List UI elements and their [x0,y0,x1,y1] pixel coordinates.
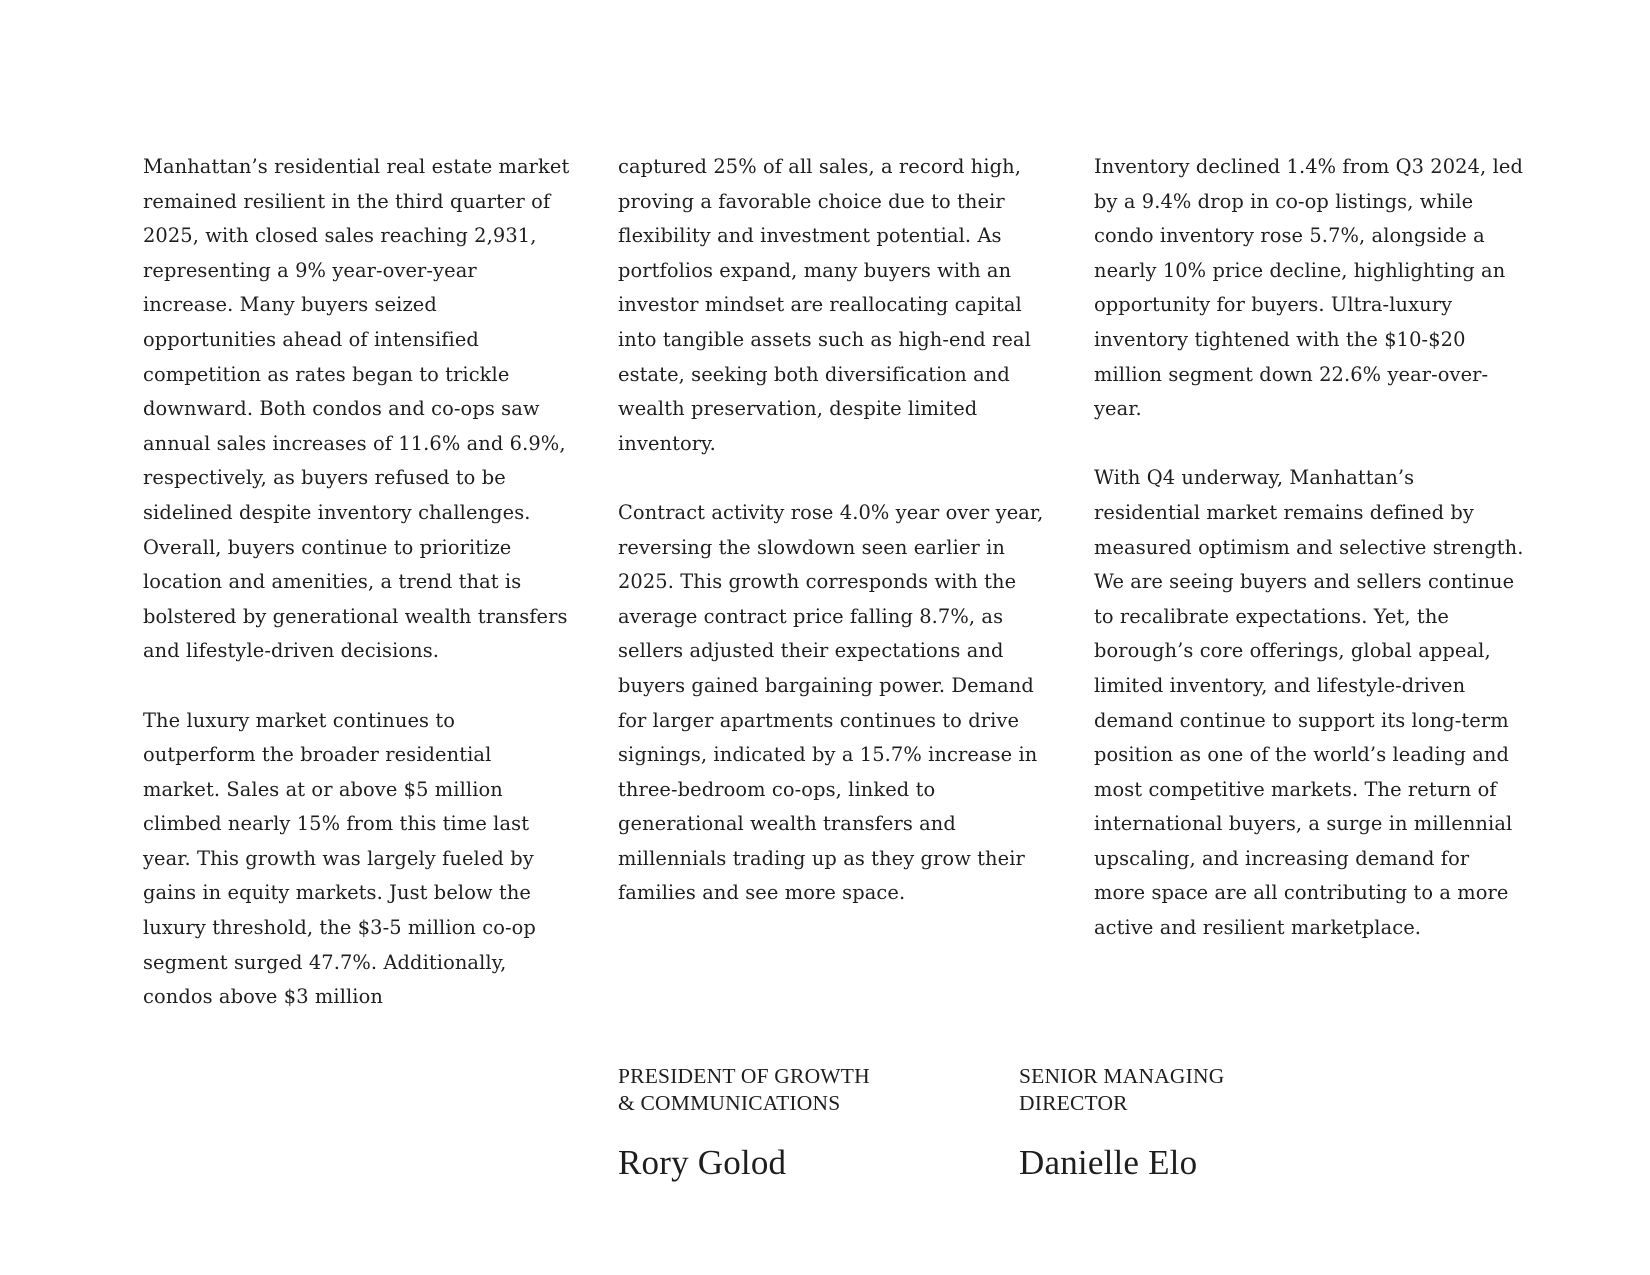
signature-block-1 [618,1063,958,1185]
body-column-2 [618,150,1044,911]
signature-title: PRESIDENT OF GROWTH & COMMUNICATIONS [618,1064,870,1115]
paragraph: The luxury market continues to outperform the broader residential market. Sales at or above $5 million climbed nearly 15% from this time last year. This growth was largely fueled by gains in equity markets. Just below the luxury threshold, the $3-5 million co-op segment surged 47.7%. Additionally, condos above $3 million [143,708,536,1009]
paragraph: Contract activity rose 4.0% year over year, reversing the slowdown seen earlier in 2025. This growth corresponds with the average contract price falling 8.7%, as sellers adjusted their expectations and buyers gained bargaining power. Demand for larger apartments continues to drive signings, indicated by a 15.7% increase in three-bedroom co-ops, linked to generational wealth transfers and millennials trading up as they grow their families and see more space. [618,500,1044,905]
paragraph: With Q4 underway, Manhattan’s residential market remains defined by measured optimism and selective strength. We are seeing buyers and sellers continue to recalibrate expectations. Yet, the borough’s core offerings, global appeal, limited inventory, and lifestyle-driven demand continue to support its long-term position as one of the world’s leading and most competitive markets. The return of international buyers, a surge in millennial upscaling, and increasing demand for more space are all contributing to a more active and resilient marketplace. [1094,466,1524,940]
signature-block-2 [1019,1063,1359,1185]
body-column-1 [143,150,571,1015]
paragraph: Inventory declined 1.4% from Q3 2024, led by a 9.4% drop in co-op listings, while condo inventory rose 5.7%, alongside a nearly 10% price decline, highlighting an opportunity for buyers. Ultra-luxury inventory tightened with the $10-$20 million segment down 22.6% year-over-year. [1094,155,1523,421]
signature-name: Rory Golod [618,1143,787,1182]
signature-name: Danielle Elo [1019,1143,1198,1182]
body-column-3 [1094,150,1524,946]
paragraph: captured 25% of all sales, a record high, proving a favorable choice due to their flexibility and investment potential. As portfolios expand, many buyers with an investor mindset are reallocating capital into tangible assets such as high-end real estate, seeking both diversification and wealth preservation, despite limited inventory. [618,155,1031,455]
signature-title: SENIOR MANAGING DIRECTOR [1019,1064,1225,1115]
paragraph: Manhattan’s residential real estate market remained resilient in the third quarter of 2025, with closed sales reaching 2,931, representing a 9% year-over-year increase. Many buyers seized opportunities ahead of intensified competition as rates began to trickle downward. Both condos and co-ops saw annual sales increases of 11.6% and 6.9%, respectively, as buyers refused to be sidelined despite inventory challenges. Overall, buyers continue to prioritize location and amenities, a trend that is bolstered by generational wealth transfers and lifestyle-driven decisions. [143,155,570,663]
